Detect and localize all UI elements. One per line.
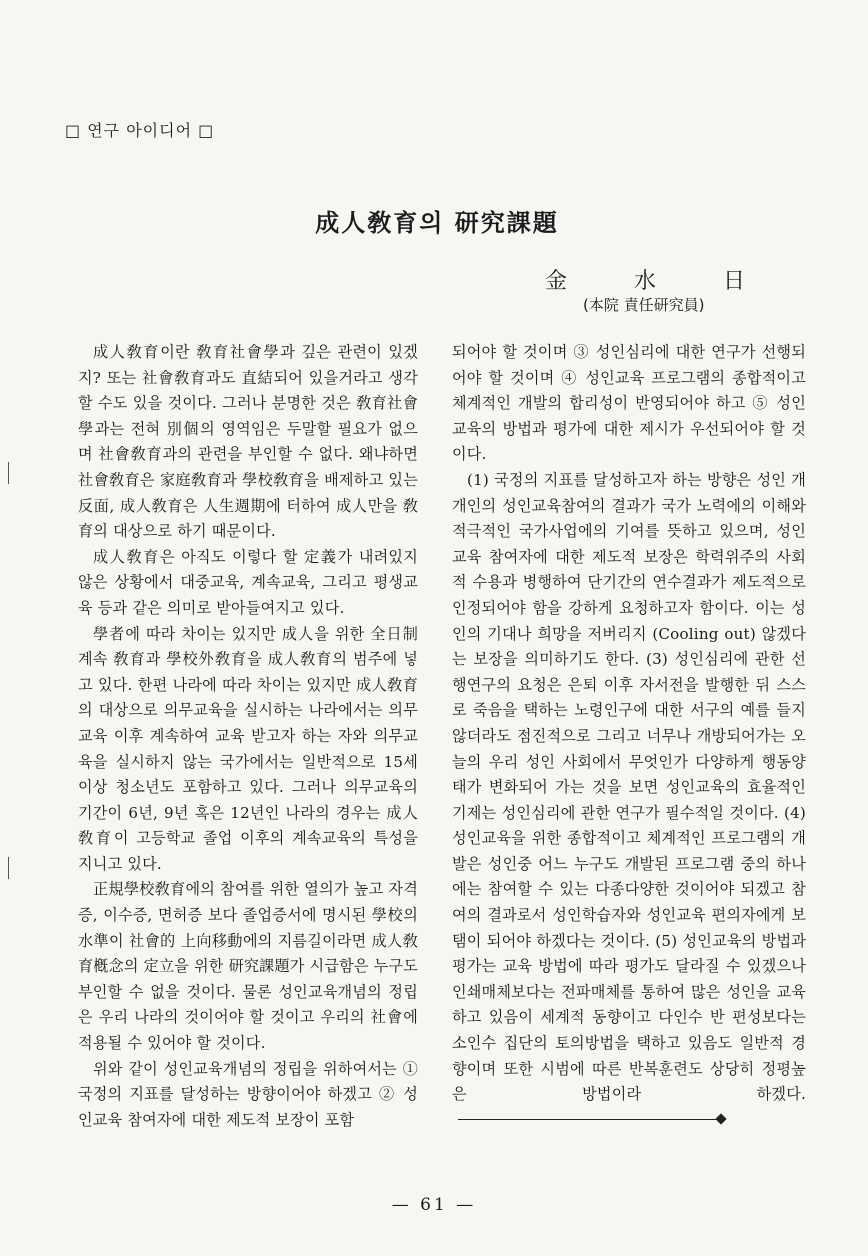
page-number: — 61 — [391,1195,477,1215]
margin-mark [8,462,9,484]
body-paragraph: 學者에 따라 차이는 있지만 成人을 위한 全日制 계속 敎育과 學校外敎育을 成人敎育의 범주에 넣고 있다. 한편 나라에 따라 차이는 있지만 成人敎育의 대상으로 의무교육을 실시하는 나라에서는 의무교육 이후 계속하여 교육 받고자 하는 자와 의무교육을 실시하지 않는 국가에서는 일반적으로 15세 이상 청소년도 포함하고 있다. 그러나 의무교육의 기간이 6년, 9년 혹은 12년인 나라의 경우는 成人敎育이 고등학교 졸업 이후의 계속교육의 특성을 지니고 있다. [78,624,418,873]
author-affiliation: (本院 責任研究員) [583,296,705,314]
left-text-column [78,340,418,1133]
end-rule-line [458,1119,716,1120]
body-paragraph: 正規學校敎育에의 참여를 위한 열의가 높고 자격증, 이수증, 면허증 보다 졸업증서에 명시된 學校의 水準이 社會的 上向移動에의 지름길이라면 成人敎育槪念의 定立을 위한 研究課題가 시급함은 누구도 부인할 수 없을 것이다. 물론 성인교육개념의 정립은 우리 나라의 것이어야 할 것이고 우리의 社會에 적용될 수 있어야 할 것이다. [78,880,419,1053]
body-paragraph: 위와 같이 성인교육개념의 정립을 위하여서는 ① 국정의 지표를 달성하는 방향이어야 하겠고 ② 성인교육 참여자에 대한 제도적 보장이 포함 [78,1059,418,1129]
body-paragraph: 되어야 할 것이며 ③ 성인심리에 대한 연구가 선행되어야 할 것이며 ④ 성인교육 프로그램의 종합적이고 체계적인 개발의 합리성이 반영되어야 하고 ⑤ 성인교육의 방법과 평가에 대한 제시가 우선되어야 할 것이다. [452,343,806,464]
author-name [545,264,745,295]
author-char: 金 [545,269,568,294]
author-char: 水 [633,269,656,294]
body-paragraph-final [452,468,806,1133]
body-paragraph: 成人敎育은 아직도 이렇다 할 定義가 내려있지 않은 상황에서 대중교육, 계속교육, 그리고 평생교육 등과 같은 의미로 받아들여지고 있다. [78,547,418,617]
end-diamond-icon [715,1113,726,1124]
author-char: 日 [722,269,745,294]
article-title: 成人敎育의 研究課題 [315,209,559,237]
final-paragraph-text: (1) 국정의 지표를 달성하고자 하는 방향은 성인 개개인의 성인교육참여의 결과가 국가 노력에의 이해와 적극적인 국가사업에의 기여를 뜻하고 있으며, 성인교육 참여자에 대한 제도적 보장은 학력위주의 사회적 수용과 병행하여 단기간의 연수결과가 제도적으로 인정되어야 함을 강하게 요청하고자 함이다. 이는 성인의 기대나 희망을 저버리지 (Cooling out) 않겠다는 보장을 의미하기도 한다. (3) 성인심리에 관한 선행연구의 요청은 은퇴 이후 자서전을 발행한 뒤 스스로 죽음을 택하는 노령인구에 대한 서구의 예를 들지 않더라도 점진적으로 그리고 너무나 개방되어가는 오늘의 우리 성인 사회에서 무엇인가 다양하게 행동양태가 변화되어 가는 것을 보면 성인교육의 효율적인 기제는 성인심리에 관한 연구가 필수적일 것이다. (4) 성인교육을 위한 종합적이고 체계적인 프로그램의 개발은 성인중 어느 누구도 개발된 프로그램 중의 하나에는 참여할 수 있는 다종다양한 것이어야 되겠고 참여의 결과로서 성인학습자와 성인교육 편의자에게 보탬이 되어야 하겠다는 것이다. (5) 성인교육의 방법과 평가는 교육 방법에 따라 평가도 달라질 수 있겠으나 인쇄매체보다는 전파매체를 통하여 많은 성인을 교육하고 있음이 세계적 동향이고 다인수 반 편성보다는 소인수 집단의 토의방법을 택하고 있음도 일반적 경향이며 또한 시범에 따른 반복훈련도 상당히 정평높은 방법이라 하겠다. [452,470,806,1104]
body-paragraph: 成人敎育이란 敎育社會學과 깊은 관련이 있겠지? 또는 社會敎育과도 直結되어 있을거라고 생각할 수도 있을 것이다. 그러나 분명한 것은 敎育社會學과는 전혀 別個의 영역임은 두말할 필요가 없으며 社會敎育과의 관련을 부인할 수 없다. 왜냐하면 社會敎育은 家庭敎育과 學校敎育을 배제하고 있는 反面, 成人敎育은 人生週期에 터하여 成人만을 敎育의 대상으로 하기 때문이다. [78,343,418,541]
right-text-column [452,340,806,1133]
section-label: □ 연구 아이디어 □ [65,121,215,140]
margin-mark [8,857,9,879]
